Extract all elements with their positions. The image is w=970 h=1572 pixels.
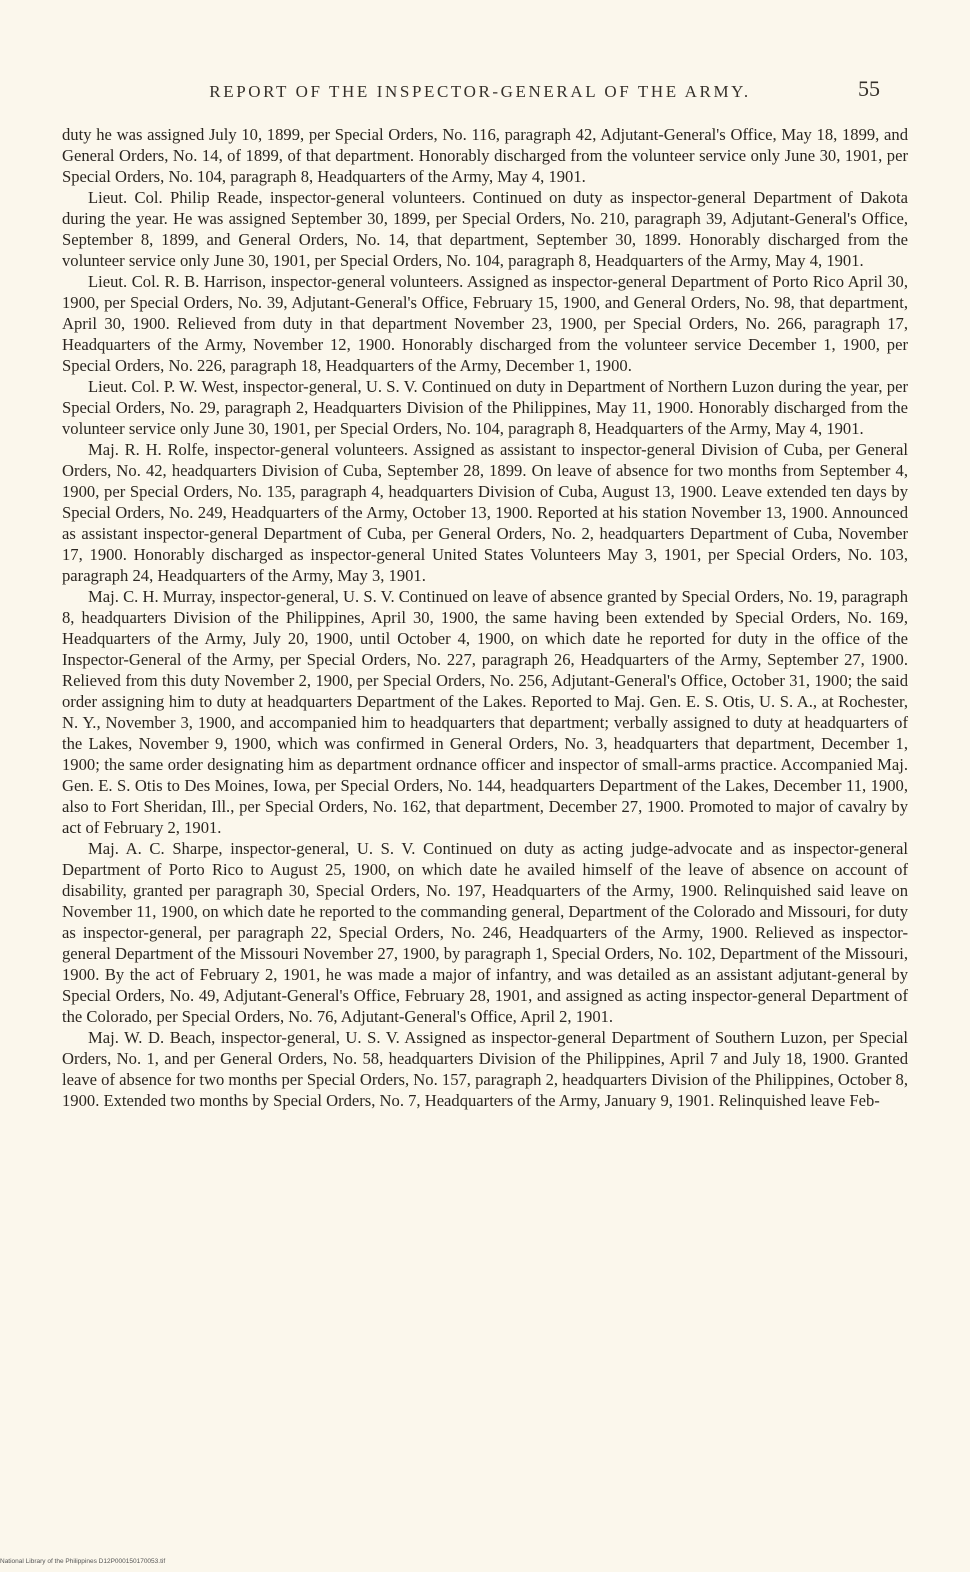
paragraph: Lieut. Col. Philip Reade, inspector-general volunteers. Continued on duty as inspector-general Department of Dakota during the year. He was assigned September 30, 1899, per Special Orders, No. 210, paragraph 39, Adjutant-General's Office, September 8, 1899, and General Orders, No. 14, that department, September 30, 1899. Honorably discharged from the volunteer service only June 30, 1901, per Special Orders, No. 104, paragraph 8, Headquarters of the Army, May 4, 1901. (62, 188, 908, 270)
paragraph: Maj. W. D. Beach, inspector-general, U. S. V. Assigned as inspector-general Department of Southern Luzon, per Special Orders, No. 1, and per General Orders, No. 58, headquarters Division of the Philippines, April 7 and July 18, 1900. Granted leave of absence for two months per Special Orders, No. 157, paragraph 2, headquarters Division of the Philippines, October 8, 1900. Extended two months by Special Orders, No. 7, Headquarters of the Army, January 9, 1901. Relinquished leave Feb- (62, 1028, 908, 1110)
paragraph: Maj. A. C. Sharpe, inspector-general, U. S. V. Continued on duty as acting judge-advocate and as inspector-general Department of Porto Rico to August 25, 1900, on which date he availed himself of the leave of absence on account of disability, granted per paragraph 30, Special Orders, No. 197, Headquarters of the Army, 1900. Relinquished said leave on November 11, 1900, on which date he reported to the commanding general, Department of the Colorado and Missouri, for duty as inspector-general, per paragraph 22, Special Orders, No. 246, Headquarters of the Army, 1900. Relieved as inspector-general Department of the Missouri November 27, 1900, by paragraph 1, Special Orders, No. 102, Department of the Missouri, 1900. By the act of February 2, 1901, he was made a major of infantry, and was detailed as an assistant adjutant-general by Special Orders, No. 49, Adjutant-General's Office, February 28, 1901, and assigned as acting inspector-general Department of the Colorado, per Special Orders, No. 76, Adjutant-General's Office, April 2, 1901. (62, 839, 908, 1026)
paragraph: Lieut. Col. P. W. West, inspector-general, U. S. V. Continued on duty in Department of Northern Luzon during the year, per Special Orders, No. 29, paragraph 2, Headquarters Division of the Philippines, May 11, 1900. Honorably discharged from the volunteer service only June 30, 1901, per Special Orders, No. 104, paragraph 8, Headquarters of the Army, May 4, 1901. (62, 377, 908, 438)
running-title: REPORT OF THE INSPECTOR-GENERAL OF THE ARMY. (209, 82, 751, 101)
body-text (62, 124, 908, 1111)
scan-footer: National Library of the Philippines D12P000150170053.tif (0, 1558, 166, 1565)
paragraph: Maj. R. H. Rolfe, inspector-general volunteers. Assigned as assistant to inspector-general Division of Cuba, per General Orders, No. 42, headquarters Division of Cuba, September 28, 1899. On leave of absence for two months from September 4, 1900, per Special Orders, No. 135, paragraph 4, headquarters Division of Cuba, August 13, 1900. Leave extended ten days by Special Orders, No. 249, Headquarters of the Army, October 13, 1900. Reported at his station November 13, 1900. Announced as assistant inspector-general Department of Cuba, per General Orders, No. 2, headquarters Department of Cuba, November 17, 1900. Honorably discharged as inspector-general United States Volunteers May 3, 1901, per Special Orders, No. 103, paragraph 24, Headquarters of the Army, May 3, 1901. (62, 440, 908, 585)
paragraph: Lieut. Col. R. B. Harrison, inspector-general volunteers. Assigned as inspector-general Department of Porto Rico April 30, 1900, per Special Orders, No. 39, Adjutant-General's Office, February 15, 1900, and General Orders, No. 98, that department, April 30, 1900. Relieved from duty in that department November 23, 1900, per Special Orders, No. 266, paragraph 17, Headquarters of the Army, November 12, 1900. Honorably discharged from the volunteer service December 1, 1900, per Special Orders, No. 226, paragraph 18, Headquarters of the Army, December 1, 1900. (62, 272, 908, 375)
paragraph: Maj. C. H. Murray, inspector-general, U. S. V. Continued on leave of absence granted by Special Orders, No. 19, paragraph 8, headquarters Division of the Philippines, April 30, 1900, the same having been extended by Special Orders, No. 169, Headquarters of the Army, July 20, 1900, until October 4, 1900, on which date he reported for duty in the office of the Inspector-General of the Army, per Special Orders, No. 227, paragraph 26, Headquarters of the Army, September 27, 1900. Relieved from this duty November 2, 1900, per Special Orders, No. 256, Adjutant-General's Office, October 31, 1900; the said order assigning him to duty at headquarters Department of the Lakes. Reported to Maj. Gen. E. S. Otis, U. S. A., at Rochester, N. Y., November 3, 1900, and accompanied him to headquarters that department; verbally assigned to duty at headquarters of the Lakes, November 9, 1900, which was confirmed in General Orders, No. 3, headquarters that department, December 1, 1900; the same order designating him as department ordnance officer and inspector of small-arms practice. Accompanied Maj. Gen. E. S. Otis to Des Moines, Iowa, per Special Orders, No. 144, headquarters Department of the Lakes, December 11, 1900, also to Fort Sheridan, Ill., per Special Orders, No. 162, that department, December 27, 1900. Promoted to major of cavalry by act of February 2, 1901. (62, 587, 908, 837)
paragraph: duty he was assigned July 10, 1899, per Special Orders, No. 116, paragraph 42, Adjutant-General's Office, May 18, 1899, and General Orders, No. 14, of 1899, of that department. Honorably discharged from the volunteer service only June 30, 1901, per Special Orders, No. 104, paragraph 8, Headquarters of the Army, May 4, 1901. (62, 125, 908, 186)
page-number: 55 (858, 76, 880, 101)
page-header (60, 70, 910, 110)
